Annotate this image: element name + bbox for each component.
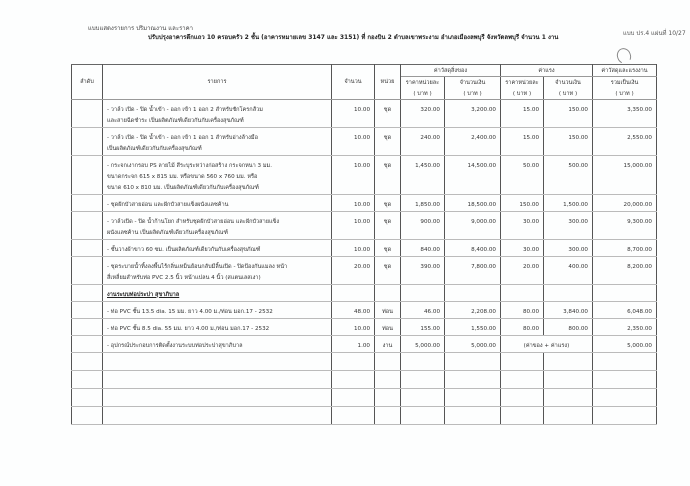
header-lab-unit-price: ราคาหน่วยละ	[501, 77, 544, 89]
labor-unit-price: 20.00	[501, 257, 544, 285]
empty-cell	[103, 407, 332, 425]
unit: ชุด	[375, 128, 401, 156]
quantity: 10.00	[332, 128, 375, 156]
empty-cell	[445, 389, 501, 407]
labor-amount: 800.00	[544, 319, 593, 336]
description-line: - กระจกเงากรอบ PS ลายไม้ สีระบุระหว่างก่อสร้าง กระจกหนา 3 มม.	[107, 163, 273, 169]
section-title	[103, 285, 332, 302]
item-description	[103, 319, 332, 336]
material-amount: 18,500.00	[445, 195, 501, 212]
labor-unit-price: 80.00	[501, 302, 544, 319]
empty-cell	[445, 353, 501, 371]
material-unit-price: 46.00	[401, 302, 445, 319]
description-line: ผนังแลซค้าน เป็นผลิตภัณฑ์เดียวกันเครื่องสุขภัณฑ์	[107, 230, 228, 236]
row-no	[72, 100, 103, 128]
header-baht: ( บาท )	[445, 88, 501, 100]
header-material: ค่าวัสดุสิ่งของ	[401, 65, 501, 77]
labor-unit-price: 30.00	[501, 212, 544, 240]
unit: ชุด	[375, 195, 401, 212]
header-baht: ( บาท )	[544, 88, 593, 100]
table-row	[72, 257, 657, 285]
empty-row	[72, 407, 657, 425]
item-description	[103, 302, 332, 319]
empty-cell	[332, 407, 375, 425]
section-row	[72, 285, 657, 302]
header-baht: ( บาท )	[501, 88, 544, 100]
item-description	[103, 156, 332, 195]
table-row	[72, 100, 657, 128]
empty-cell	[501, 353, 544, 371]
material-unit-price: 155.00	[401, 319, 445, 336]
empty-cell	[103, 353, 332, 371]
quantity: 20.00	[332, 257, 375, 285]
material-unit-price: 390.00	[401, 257, 445, 285]
empty-cell	[401, 371, 445, 389]
empty-cell	[375, 407, 401, 425]
empty-row	[72, 389, 657, 407]
material-unit-price: 900.00	[401, 212, 445, 240]
empty-cell	[501, 371, 544, 389]
row-no	[72, 240, 103, 257]
item-description	[103, 128, 332, 156]
material-unit-price: 1,850.00	[401, 195, 445, 212]
unit: ชุด	[375, 212, 401, 240]
quantity: 10.00	[332, 240, 375, 257]
row-no	[72, 156, 103, 195]
table-row	[72, 319, 657, 336]
material-unit-price: 840.00	[401, 240, 445, 257]
unit: ชุด	[375, 156, 401, 195]
row-no	[72, 212, 103, 240]
description-line: - อุปกรณ์ประกอบการติดตั้งงานระบบท่อประปาสุขาภิบาล	[107, 343, 243, 349]
material-amount: 14,500.00	[445, 156, 501, 195]
row-no	[72, 285, 103, 302]
labor-amount: 1,500.00	[544, 195, 593, 212]
row-total: 2,550.00	[593, 128, 657, 156]
material-amount: 7,800.00	[445, 257, 501, 285]
empty-cell	[445, 371, 501, 389]
material-amount: 5,000.00	[445, 336, 501, 353]
unit: ชุด	[375, 100, 401, 128]
unit: ชุด	[375, 257, 401, 285]
row-no	[72, 319, 103, 336]
material-amount: 1,550.00	[445, 319, 501, 336]
description-line: - ท่อ PVC ชั้น 8.5 dia. 55 มม. ยาว 4.00 ม./ท่อน มอก.17 - 2532	[107, 326, 270, 332]
section-label: งานระบบท่อประปา สุขาภิบาล	[107, 292, 180, 298]
row-total: 9,300.00	[593, 212, 657, 240]
labor-amount: 150.00	[544, 100, 593, 128]
item-description	[103, 257, 332, 285]
labor-unit-price: 80.00	[501, 319, 544, 336]
labor-amount: 300.00	[544, 212, 593, 240]
quantity: 48.00	[332, 302, 375, 319]
empty-cell	[332, 353, 375, 371]
quantity: 1.00	[332, 336, 375, 353]
empty-cell	[332, 285, 375, 302]
empty-cell	[544, 285, 593, 302]
row-total: 15,000.00	[593, 156, 657, 195]
item-description	[103, 100, 332, 128]
labor-amount: 300.00	[544, 240, 593, 257]
bill-of-quantities-table	[71, 64, 657, 425]
empty-cell	[501, 389, 544, 407]
empty-cell	[72, 371, 103, 389]
empty-cell	[445, 407, 501, 425]
form-number: แบบ ปร.4 แผ่นที่ 10/27	[623, 30, 686, 37]
empty-cell	[401, 353, 445, 371]
empty-cell	[332, 371, 375, 389]
empty-cell	[593, 389, 657, 407]
table-row	[72, 302, 657, 319]
header-qty: จำนวน	[332, 65, 375, 100]
empty-cell	[72, 389, 103, 407]
empty-cell	[375, 371, 401, 389]
row-no	[72, 128, 103, 156]
empty-row	[72, 353, 657, 371]
empty-cell	[375, 285, 401, 302]
labor-amount: 400.00	[544, 257, 593, 285]
table-row	[72, 128, 657, 156]
empty-cell	[445, 285, 501, 302]
row-total: 2,350.00	[593, 319, 657, 336]
labor-unit-price: 15.00	[501, 128, 544, 156]
table-row	[72, 156, 657, 195]
empty-cell	[544, 407, 593, 425]
empty-cell	[375, 353, 401, 371]
description-line: ขนาดกระจก 615 x 815 มม. หรือขนาด 560 x 760 มม. หรือ	[107, 174, 258, 180]
empty-cell	[593, 285, 657, 302]
empty-cell	[593, 371, 657, 389]
header-mat-unit-price: ราคาหน่วยละ	[401, 77, 445, 89]
unit: งาน	[375, 336, 401, 353]
labor-unit-price: 15.00	[501, 100, 544, 128]
description-line: และสายฉีดชำระ เป็นผลิตภัณฑ์เดียวกันกับเครื่องสุขภัณฑ์	[107, 118, 244, 124]
project-title: ปรับปรุงอาคารตึกแถว 10 ครอบครัว 2 ชั้น (อาคารหมายเลข 3147 และ 3151) ที่ กองบิน 2 ตำบลเขาพระงาม อำเภอเมืองลพบุรี จังหวัดลพบุรี จำนวน 1 งาน	[148, 34, 559, 41]
empty-cell	[103, 371, 332, 389]
quantity: 10.00	[332, 100, 375, 128]
quantity: 10.00	[332, 319, 375, 336]
labor-unit-price: 150.00	[501, 195, 544, 212]
empty-cell	[72, 407, 103, 425]
header-no: ลำดับ	[72, 65, 103, 100]
material-unit-price: 5,000.00	[401, 336, 445, 353]
labor-amount: 150.00	[544, 128, 593, 156]
material-amount: 2,208.00	[445, 302, 501, 319]
header-total: รวมเป็นเงิน	[593, 77, 657, 89]
description-line: - ชุดฝักบัวสายอ่อน และฝักบัวสายแข็งผนังแลซค้าน	[107, 202, 229, 208]
item-description	[103, 212, 332, 240]
unit: ท่อน	[375, 319, 401, 336]
description-line: - วาล์ว เปิด - ปิด น้ำเข้า - ออก เข้า 1 ออก 1 สำหรับอ่างล้างมือ	[107, 135, 258, 141]
header-unit: หน่วย	[375, 65, 401, 100]
row-total: 20,000.00	[593, 195, 657, 212]
item-description	[103, 195, 332, 212]
empty-cell	[501, 407, 544, 425]
header-baht: ( บาท )	[593, 88, 657, 100]
empty-cell	[544, 371, 593, 389]
header-baht: ( บาท )	[401, 88, 445, 100]
table-row	[72, 195, 657, 212]
row-total: 6,048.00	[593, 302, 657, 319]
description-line: สี่เหลี่ยมสำหรับท่อ PVC 2.5 นิ้ว หน้าแปลน 4 นิ้ว (สแตนเลสเงา)	[107, 275, 261, 281]
empty-cell	[332, 389, 375, 407]
material-unit-price: 1,450.00	[401, 156, 445, 195]
empty-cell	[375, 389, 401, 407]
unit: ท่อน	[375, 302, 401, 319]
handwritten-mark	[615, 46, 634, 66]
material-amount: 9,000.00	[445, 212, 501, 240]
description-line: - ท่อ PVC ชั้น 13.5 dia. 15 มม. ยาว 4.00 ม./ท่อน มอก.17 - 2532	[107, 309, 273, 315]
material-unit-price: 320.00	[401, 100, 445, 128]
empty-cell	[401, 407, 445, 425]
material-unit-price: 240.00	[401, 128, 445, 156]
labor-amount: 3,840.00	[544, 302, 593, 319]
description-line: - วาล์วเปิด - ปิด น้ำก้านโยก สำหรับชุดฝักบัวสายอ่อน และฝักบัวสายแข็ง	[107, 219, 280, 225]
description-line: ขนาด 610 x 810 มม. เป็นผลิตภัณฑ์เดียวกันกับเครื่องสุขภัณฑ์	[107, 185, 259, 191]
empty-cell	[401, 285, 445, 302]
header-lab-amount: จำนวนเงิน	[544, 77, 593, 89]
table-row	[72, 336, 657, 353]
header-mat-amount: จำนวนเงิน	[445, 77, 501, 89]
empty-cell	[501, 285, 544, 302]
row-no	[72, 257, 103, 285]
description-line: - ชุดระบายน้ำทิ้งลงพื้นไร้กลิ่นเหม็นย้อนกลับมีลิ้นเปิด - ปิดป้องกันแมลง หน้า	[107, 264, 288, 270]
quantity: 10.00	[332, 195, 375, 212]
table-row	[72, 212, 657, 240]
description-line: เป็นผลิตภัณฑ์เดียวกันกับเครื่องสุขภัณฑ์	[107, 146, 202, 152]
description-line: - วาล์ว เปิด - ปิด น้ำเข้า - ออก เข้า 1 ออก 2 สำหรับชักโครกส้วม	[107, 107, 263, 113]
material-amount: 3,200.00	[445, 100, 501, 128]
material-amount: 8,400.00	[445, 240, 501, 257]
labor-unit-price: 50.00	[501, 156, 544, 195]
description-line: - ชั้นวางผ้าขาว 60 ซม. เป็นผลิตภัณฑ์เดียวกันกับเครื่องสุขภัณฑ์	[107, 247, 261, 253]
table-row	[72, 240, 657, 257]
empty-cell	[544, 353, 593, 371]
header-item: รายการ	[103, 65, 332, 100]
quantity: 10.00	[332, 212, 375, 240]
header-labor: ค่าแรง	[501, 65, 593, 77]
row-total: 8,700.00	[593, 240, 657, 257]
item-description	[103, 240, 332, 257]
empty-cell	[401, 389, 445, 407]
labor-unit-price: 30.00	[501, 240, 544, 257]
unit: ชุด	[375, 240, 401, 257]
empty-cell	[593, 407, 657, 425]
labor-amount: 500.00	[544, 156, 593, 195]
empty-cell	[544, 389, 593, 407]
row-no	[72, 336, 103, 353]
item-description	[103, 336, 332, 353]
form-title: แบบแสดงรายการ ปริมาณงาน และราคา	[88, 25, 194, 32]
row-no	[72, 195, 103, 212]
empty-cell	[103, 389, 332, 407]
row-total: 3,350.00	[593, 100, 657, 128]
labor-merged-note: (ค่าของ + ค่าแรง)	[501, 336, 593, 353]
row-no	[72, 302, 103, 319]
header-total-group: ค่าวัสดุและแรงงาน	[593, 65, 657, 77]
row-total: 5,000.00	[593, 336, 657, 353]
empty-cell	[593, 353, 657, 371]
empty-cell	[72, 353, 103, 371]
empty-row	[72, 371, 657, 389]
material-amount: 2,400.00	[445, 128, 501, 156]
row-total: 8,200.00	[593, 257, 657, 285]
quantity: 10.00	[332, 156, 375, 195]
